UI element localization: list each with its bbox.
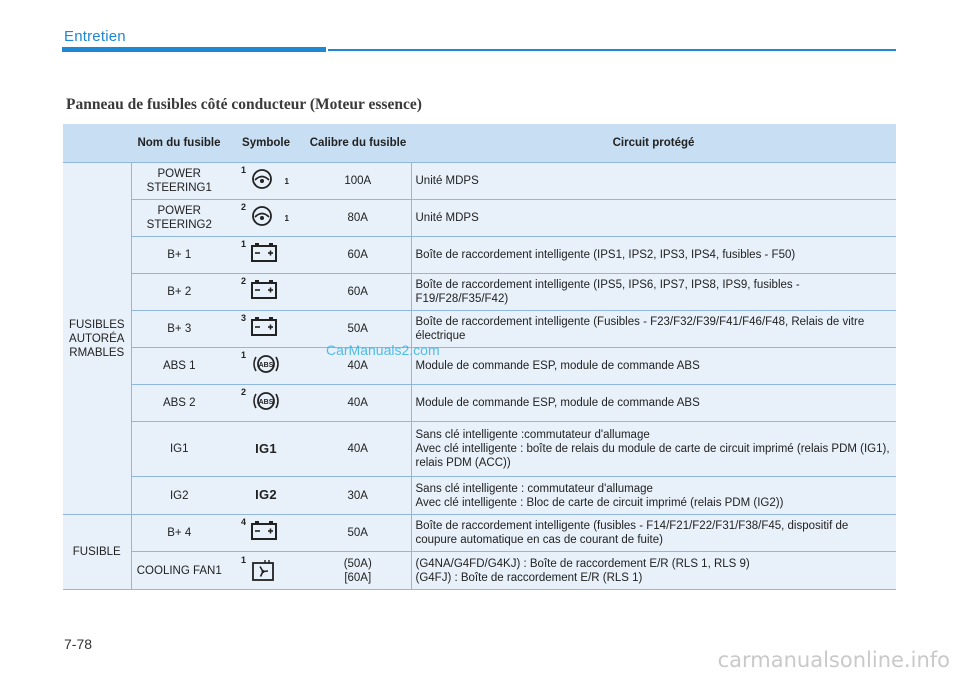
watermark: CarManuals2.com — [326, 342, 440, 358]
fuse-rating: 100A — [305, 163, 411, 200]
fuse-circuit: Unité MDPS — [411, 163, 896, 200]
header-name: Nom du fusible — [131, 124, 227, 163]
fuse-circuit: Sans clé intelligente :commutateur d'allumage Avec clé intelligente : boîte de relais du module de carte de circuit imprimé (relais PDM (IG1), relais PDM (ACC)) — [411, 422, 896, 477]
fuse-symbol: 4 — [227, 515, 305, 552]
fuse-symbol — [227, 477, 305, 515]
fuse-circuit: Module de commande ESP, module de commande ABS — [411, 348, 896, 385]
power-steering-icon — [251, 168, 273, 190]
fuse-rating: 80A — [305, 200, 411, 237]
svg-text:ABS: ABS — [258, 399, 274, 406]
fuse-circuit: (G4NA/G4FD/G4KJ) : Boîte de raccordement E/R (RLS 1, RLS 9) (G4FJ) : Boîte de raccordement E/R (RLS 1) — [411, 552, 896, 590]
fuse-symbol: 3 — [227, 311, 305, 348]
section-title: Panneau de fusibles côté conducteur (Moteur essence) — [66, 96, 422, 113]
fuse-rating: 40A — [305, 422, 411, 477]
table-row — [63, 477, 896, 515]
fuse-name: POWER STEERING1 — [131, 163, 227, 200]
abs-icon — [251, 390, 281, 412]
chapter-title: Entretien — [64, 28, 126, 45]
table-row — [63, 348, 896, 385]
fuse-circuit: Boîte de raccordement intelligente (IPS1, IPS2, IPS3, IPS4, fusibles - F50) — [411, 237, 896, 274]
power-steering-icon — [251, 205, 273, 227]
fuse-symbol: 2 1 — [227, 200, 305, 237]
table-row — [63, 200, 896, 237]
abs-icon — [251, 353, 281, 375]
fuse-circuit: Boîte de raccordement intelligente (fusibles - F14/F21/F22/F31/F38/F45, dispositif de coupure automatique en cas de courant de fuite) — [411, 515, 896, 552]
table-row — [63, 274, 896, 311]
fuse-name: IG2 — [131, 477, 227, 515]
fuse-rating: 40A — [305, 385, 411, 422]
fuse-rating: (50A) [60A] — [305, 552, 411, 590]
fuse-symbol: 2 ABS — [227, 385, 305, 422]
fuse-name: ABS 2 — [131, 385, 227, 422]
battery-icon — [251, 279, 277, 299]
fuse-rating: 50A — [305, 311, 411, 348]
battery-icon — [251, 520, 277, 540]
table-row — [63, 422, 896, 477]
fuse-symbol: 2 — [227, 274, 305, 311]
table-header-row — [63, 124, 896, 163]
table-row — [63, 163, 896, 200]
fuse-name: B+ 3 — [131, 311, 227, 348]
fuse-circuit: Boîte de raccordement intelligente (IPS5, IPS6, IPS7, IPS8, IPS9, fusibles - F19/F28/F35/F42) — [411, 274, 896, 311]
fuse-rating: 60A — [305, 274, 411, 311]
fuse-circuit: Module de commande ESP, module de commande ABS — [411, 385, 896, 422]
page-number: 7-78 — [64, 636, 93, 652]
fuse-name: B+ 1 — [131, 237, 227, 274]
fuse-rating: 30A — [305, 477, 411, 515]
fuse-name: COOLING FAN1 — [131, 552, 227, 590]
battery-icon — [251, 242, 277, 262]
fuse-name: ABS 1 — [131, 348, 227, 385]
fuse-name: POWER STEERING2 — [131, 200, 227, 237]
header-symbol: Symbole — [227, 124, 305, 163]
ig1-symbol: IG1 — [255, 440, 277, 456]
footer-site-logo[interactable]: carmanualsonline.info — [717, 648, 950, 672]
fuse-name: B+ 4 — [131, 515, 227, 552]
header-circuit: Circuit protégé — [411, 124, 896, 163]
header-rule-thin — [328, 49, 896, 51]
table-row — [63, 385, 896, 422]
fuse-symbol: 1 ABS — [227, 348, 305, 385]
group-label-resettable: FUSIBLES AUTORÉA RMABLES — [63, 163, 131, 515]
fuse-circuit: Boîte de raccordement intelligente (Fusibles - F23/F32/F39/F41/F46/F48, Relais de vitre électrique — [411, 311, 896, 348]
fuse-rating: 60A — [305, 237, 411, 274]
ig2-symbol: IG2 — [255, 487, 277, 502]
fuse-name: B+ 2 — [131, 274, 227, 311]
fuse-circuit: Unité MDPS — [411, 200, 896, 237]
fuse-circuit: Sans clé intelligente : commutateur d'allumage Avec clé intelligente : Bloc de carte de circuit imprimé (relais PDM (IG2)) — [411, 477, 896, 515]
svg-text:ABS: ABS — [258, 362, 274, 369]
header-rating: Calibre du fusible — [305, 124, 411, 163]
fuse-rating: 50A — [305, 515, 411, 552]
fuse-symbol: 1 — [227, 237, 305, 274]
fuse-symbol: 1 — [227, 552, 305, 590]
table-row — [63, 311, 896, 348]
fuse-table — [63, 124, 896, 590]
fuse-rating: 40A — [305, 348, 411, 385]
battery-icon — [251, 316, 277, 336]
fuse-symbol — [227, 422, 305, 477]
group-label-fuse: FUSIBLE — [63, 515, 131, 590]
table-row — [63, 552, 896, 590]
header-group — [63, 124, 131, 163]
table-row — [63, 237, 896, 274]
header-rule-thick — [62, 47, 326, 52]
fuse-symbol: 1 1 — [227, 163, 305, 200]
table-row — [63, 515, 896, 552]
cooling-fan-icon — [251, 558, 275, 582]
fuse-name: IG1 — [131, 422, 227, 477]
